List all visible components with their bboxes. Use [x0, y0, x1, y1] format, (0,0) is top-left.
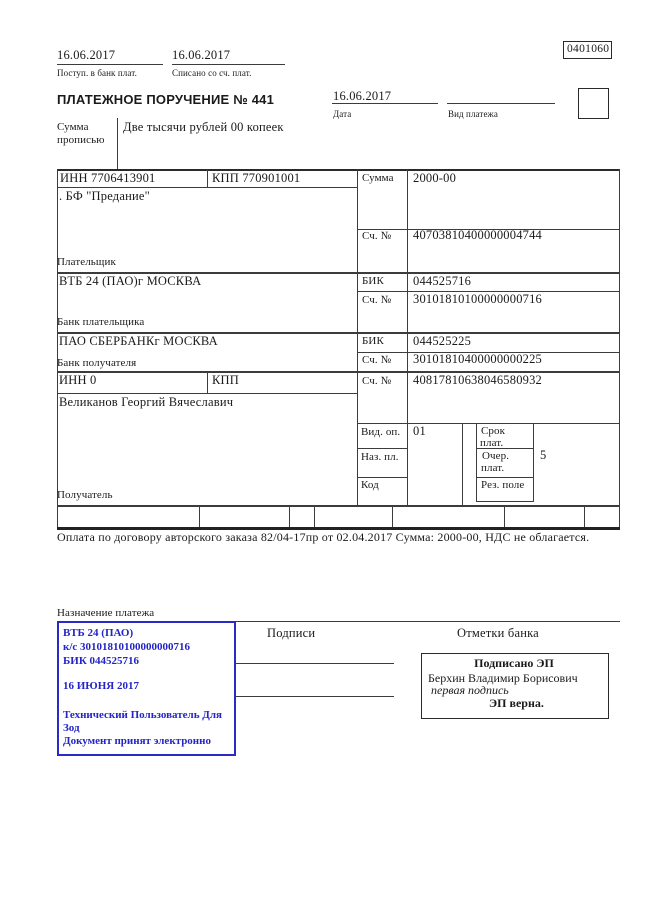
esig-signature-kind: первая подпись	[431, 683, 509, 697]
divider	[117, 118, 118, 170]
signature-line	[235, 696, 394, 697]
field-divider	[314, 505, 315, 527]
table-line	[57, 505, 620, 507]
payment-type-box	[578, 88, 609, 119]
received-in-bank-date: 16.06.2017	[57, 48, 116, 62]
debited-date: 16.06.2017	[172, 48, 231, 62]
stamp-user-line-2: Зод	[63, 722, 80, 734]
payee-inn: ИНН 0	[59, 373, 97, 387]
signatures-label: Подписи	[267, 626, 316, 640]
payee-name: Великанов Георгий Вячеславич	[59, 395, 234, 409]
payee-bank-account: 30101810400000000225	[413, 352, 542, 366]
payer-kpp: КПП 770901001	[212, 171, 301, 185]
table-column-line	[207, 169, 208, 188]
stamp-corr-account: к/с 30101810100000000716	[63, 641, 191, 653]
payer-bank-bik: 044525716	[413, 274, 472, 288]
sum-label: Сумма	[362, 172, 394, 184]
payee-bank-bik-label: БИК	[362, 335, 384, 347]
payer-account: 40703810400000004744	[413, 228, 542, 242]
payer-label: Плательщик	[57, 256, 116, 268]
stamp-date: 16 ИЮНЯ 2017	[63, 680, 139, 692]
reserve-label: Рез. поле	[481, 479, 525, 491]
signature-line	[235, 663, 394, 664]
sum-value: 2000-00	[413, 171, 457, 185]
order-label-2: плат.	[481, 462, 505, 474]
payee-bank-label: Банк получателя	[57, 357, 137, 369]
table-column-line	[462, 423, 463, 505]
payer-bank-label: Банк плательщика	[57, 316, 145, 328]
payer-account-label: Сч. №	[362, 230, 392, 242]
stamp-bank-name: ВТБ 24 (ПАО)	[63, 627, 134, 639]
form-code-box	[563, 41, 612, 59]
amount-in-words: Две тысячи рублей 00 копеек	[123, 120, 284, 134]
payee-bank-account-label: Сч. №	[362, 354, 392, 366]
field-divider	[392, 505, 393, 527]
underline	[332, 103, 438, 104]
payee-bank-name: ПАО СБЕРБАНКг МОСКВА	[59, 334, 218, 348]
document-date: 16.06.2017	[333, 89, 392, 103]
payer-name: . БФ "Предание"	[59, 189, 150, 203]
bank-marks-label: Отметки банка	[457, 626, 539, 640]
op-type-value: 01	[413, 424, 426, 438]
payment-purpose-text: Оплата по договору авторского заказа 82/04-17пр от 02.04.2017 Сумма: 2000-00, НДС не облагается.	[57, 530, 590, 544]
term-label-2: плат.	[480, 437, 504, 449]
form-code: 0401060	[567, 43, 610, 55]
date-label: Дата	[333, 109, 352, 119]
underline	[447, 103, 555, 104]
table-border-left	[57, 169, 58, 527]
term-label-1: Срок	[481, 425, 506, 437]
amount-words-label-1: Сумма	[57, 121, 89, 133]
esig-verified: ЭП верна.	[489, 696, 544, 710]
field-divider	[584, 505, 585, 527]
payer-bank-account-label: Сч. №	[362, 294, 392, 306]
payer-bank-account: 30101810100000000716	[413, 292, 542, 306]
table-line	[57, 393, 358, 394]
esig-signer-name: Берхин Владимир Борисович	[428, 671, 578, 685]
pay-purpose-label: Наз. пл.	[361, 451, 399, 463]
field-divider	[504, 505, 505, 527]
stamp-accepted: Документ принят электронно	[63, 735, 211, 747]
op-type-label: Вид. оп.	[361, 426, 401, 438]
payer-bank-name: ВТБ 24 (ПАО)г МОСКВА	[59, 274, 202, 288]
table-line	[357, 448, 408, 449]
underline	[172, 64, 285, 65]
received-in-bank-label: Поступ. в банк плат.	[57, 68, 137, 78]
payee-bank-bik: 044525225	[413, 334, 472, 348]
table-column-line	[407, 169, 408, 505]
table-line	[357, 477, 408, 478]
payee-kpp-label: КПП	[212, 373, 239, 387]
code-label: Код	[361, 479, 379, 491]
stamp-user-line-1: Технический Пользователь Для	[63, 709, 222, 721]
underline	[57, 64, 163, 65]
payee-account-label: Сч. №	[362, 375, 392, 387]
payer-inn: ИНН 7706413901	[60, 171, 156, 185]
payee-label: Получатель	[57, 489, 113, 501]
field-divider	[289, 505, 290, 527]
payment-purpose-label: Назначение платежа	[57, 607, 155, 619]
table-border-right	[619, 169, 620, 527]
table-column-line	[207, 371, 208, 393]
amount-words-label-2: прописью	[57, 134, 105, 146]
payer-bank-bik-label: БИК	[362, 275, 384, 287]
document-title: ПЛАТЕЖНОЕ ПОРУЧЕНИЕ № 441	[57, 92, 275, 107]
table-column-line	[357, 169, 358, 505]
stamp-bik: БИК 044525716	[63, 655, 140, 667]
esig-title: Подписано ЭП	[474, 656, 554, 670]
payee-account: 40817810638046580932	[413, 373, 542, 387]
payment-type-label: Вид платежа	[448, 109, 498, 119]
order-label-1: Очер.	[482, 450, 510, 462]
field-divider	[199, 505, 200, 527]
order-value: 5	[540, 448, 547, 462]
debited-label: Списано со сч. плат.	[172, 68, 252, 78]
